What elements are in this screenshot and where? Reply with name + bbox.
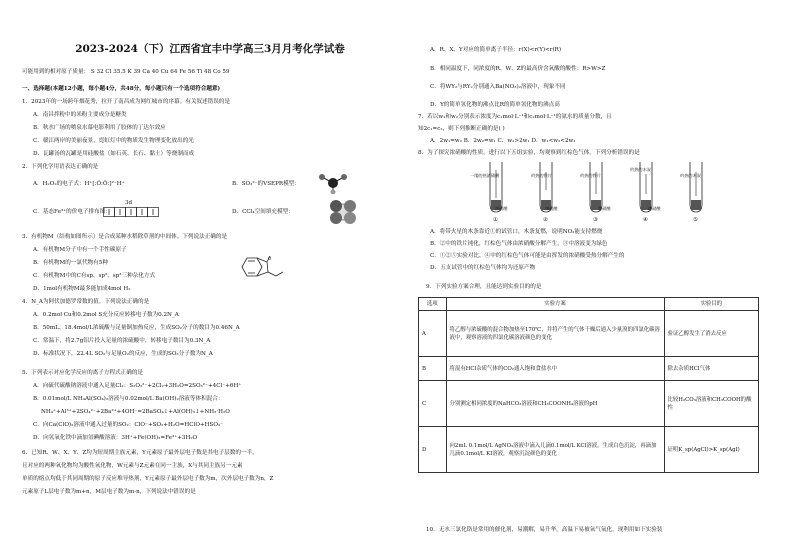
- q4-option-d: D．标准状况下，22.4L SO₂与足量O₂的反应，生成的SO₃分子数为N_A: [33, 351, 213, 357]
- q1-option-b: B．秋水广场的喷泉水幕电影利用了胶体的丁达尔效应: [33, 125, 166, 131]
- q2-option-b: B．SO₃²⁻的VSEPR模型：: [232, 181, 300, 187]
- orbital-diagram: [103, 207, 161, 217]
- molecule-structure-image: [238, 254, 288, 286]
- table-cell: 比较H₂CO₃溶液和CH₃COOH的酸性: [664, 381, 758, 427]
- tube-label-5: 浓硝酸: [545, 206, 558, 211]
- question-5: 5．下列表示对应化学反应的离子方程式正确的是: [22, 370, 144, 376]
- q7-options: A．2w₁=w₂ B．2w₂=w₁ C．w₂>2w₁ D．w₁<w₂<2w₁: [430, 138, 576, 144]
- tube-label-9: 浓硝酸: [648, 206, 661, 211]
- q8-option-d: D．五支试管中的红棕色气体均为还原产物: [430, 265, 536, 271]
- table-cell: C: [419, 381, 447, 427]
- table-header-row: [419, 298, 759, 311]
- question-6-line-2: 且对应的两种氧化物均为酸性氧化物，W元素与Z元素在同一主族，X与其同主族另一元素: [22, 463, 243, 469]
- q3-option-d: D．1mol有机物M最多能加成4mol H₂: [33, 286, 131, 292]
- table-header: 实验目的: [664, 298, 758, 311]
- q6-option-c: C．将WY₂与RY₂分别通入Ba(NO₃)₂溶液中，现象不同: [430, 84, 566, 90]
- tube-label-3: 浓硝酸: [495, 206, 508, 211]
- q2-option-d: D．CCl₄空间填充模型：: [232, 209, 294, 215]
- table-row: [419, 357, 759, 381]
- q5-option-b-equation: NH₄⁺+Al³⁺+2SO₄²⁻+2Ba²⁺+4OH⁻=2BaSO₄↓+Al(OH)₃↓+NH₃·H₂O: [41, 409, 230, 415]
- table-cell: 将混有HCl杂质气体的CO₂通入饱和食盐水中: [446, 357, 664, 381]
- q8-option-b: B．②中的铁片钝化，红棕色气体由浓硝酸分解产生，③中溶液变为绿色: [430, 241, 608, 247]
- test-tubes-image: [470, 160, 720, 224]
- tube-label-1: 一缕的热浓硝酸: [470, 173, 500, 178]
- question-4: 4．N_A为阿伏加德罗常数的值。下列说法正确的是: [22, 299, 150, 305]
- table-cell: A: [419, 311, 447, 357]
- question-7-line-2: 知2c₁=c₂，则下列推断正确的是( ): [418, 126, 505, 132]
- atomic-masses: 可能用到的相对原子质量： S 32 Cl 35.5 K 39 Ca 40 Cu 64 Fe 56 Ti 48 Co 59: [22, 69, 230, 75]
- ccl4-model-image: [330, 199, 356, 225]
- tube-number-4: ④: [643, 217, 649, 223]
- table-cell: 分别测定相同浓度的NaHCO₃溶液和CH₃COONH₄溶液的pH: [446, 381, 664, 427]
- experiment-table: [418, 297, 759, 473]
- q2-option-a: A．H₂O₂的电子式：H⁺[:Ö:Ö:]²⁻H⁺: [33, 181, 125, 187]
- table-cell: 证明K_sp(AgCl)>K_sp(AgI): [664, 427, 758, 473]
- orbital-label: 3d: [125, 200, 133, 206]
- q5-option-c: C．向Ca(ClO)₂溶液中通入过量的SO₂：ClO⁻+SO₂+H₂O=HClO+HSO₃⁻: [33, 422, 224, 428]
- table-cell: 验证乙醇发生了消去反应: [664, 311, 758, 357]
- tube-label-7: 浓硝酸: [598, 206, 611, 211]
- q5-option-a: A．向硫代硫酸钠溶液中通入足量Cl₂：S₂O₃²⁻+2Cl₂+3H₂O=2SO₃²⁻+4Cl⁻+6H⁺: [33, 383, 242, 389]
- table-header: 实验方案: [446, 298, 664, 311]
- table-cell: 向2mL 0.1mol/L AgNO₃溶液中滴入几滴0.1mol/L KCl溶液，生成白色沉淀，再滴加几滴0.1mol/L KI溶液，观察沉淀颜色的变化: [446, 427, 664, 473]
- tube-label-6: 灼热的木炭: [630, 167, 651, 172]
- question-7: 7．若以w₁和w₂分别表示浓度为c₁mol·L⁻¹和c₂mol·L⁻¹的氨水的质量分数，且: [418, 114, 612, 120]
- tube-number-5: ⑤: [693, 217, 699, 223]
- q4-option-a: A．0.2mol Cu和0.2mol S充分反应转移电子数为0.2N_A: [33, 312, 179, 318]
- table-row: [419, 381, 759, 427]
- q1-option-c: C．赣江两岸的美丽夜景，霓虹灯中的物质发生物理变化放出的光: [33, 138, 194, 144]
- q1-option-d: D．瓦罐汤的瓦罐是用硅酸盐（如石英、长石、黏土）等烧制而成: [33, 151, 195, 157]
- q2-option-c: C．基态Fe³⁺的价电子排布图：: [33, 209, 111, 215]
- q5-option-b: B．0.01mol/L NH₄Al(SO₄)₂溶液与0.02mol/L Ba(OH)₂溶液等体积混合：: [33, 396, 224, 402]
- tube-label-4: 灼热的铁片: [580, 173, 601, 178]
- table-row: [419, 427, 759, 473]
- table-cell: D: [419, 427, 447, 473]
- q3-option-b: B．有机物M的一氯代物有5种: [33, 260, 108, 266]
- tube-label-2: 灼热的铁片: [531, 173, 552, 178]
- q6-option-b: B．相同温度下，同浓度的R、W、Z的最高价含氧酸的酸性：R>W>Z: [430, 66, 606, 72]
- tube-number-1: ①: [493, 217, 499, 223]
- q1-option-a: A．南昌拌粉中的米粉主要成分是糖类: [33, 112, 127, 118]
- q5-option-d: D．向氢氧化铁中滴加氢碘酸溶液：3H⁺+Fe(OH)₃=Fe³⁺+3H₂O: [33, 435, 198, 441]
- question-3: 3．有机物M（结构如图所示）是合成某种水稻除草剂的中间体。下列说法正确的是: [22, 234, 228, 240]
- q4-option-c: C．常温下，将2.7g铝片投入足量的浓硫酸中，转移电子数目为0.3N_A: [33, 338, 211, 344]
- table-cell: 除去杂质HCl气体: [664, 357, 758, 381]
- section-heading: 一、选择题(本题12小题，每小题4分，共48分，每小题只有一个选项符合题意): [22, 86, 221, 92]
- svg-text:O: O: [268, 256, 272, 261]
- q6-option-d: D．Y的简单氢化物的沸点比R的简单氢化物的沸点高: [430, 102, 560, 108]
- table-cell: B: [419, 357, 447, 381]
- tube-number-2: ②: [543, 217, 549, 223]
- exam-title: 2023-2024（下）江西省宜丰中学高三3月月考化学试卷: [75, 43, 345, 55]
- table-header: 选项: [419, 298, 447, 311]
- question-9: 9．下列实验方案合理，且能达到实验目的的是: [426, 284, 542, 290]
- q8-option-a: A．将带火星的木条靠近①的试管口，木条复燃，说明NO₂能支持燃烧: [430, 229, 603, 235]
- table-row: [419, 311, 759, 357]
- question-8: 8．为了探究浓硝酸的性质，进行以下五组实验，均观察到红棕色气体。下列分析错误的是: [418, 150, 640, 156]
- q3-option-c: C．有机物M中的C有sp、sp²、sp³三种杂化方式: [33, 273, 156, 279]
- q3-option-a: A．有机物M分子中有一个手性碳原子: [33, 247, 127, 253]
- tube-label-8: 灼热的木炭: [680, 173, 701, 178]
- table-cell: 将乙醇与浓硫酸的混合物加热至170℃，并将产生的气体干燥后通入少量溴的四氯化碳溶液中，观察溶液的四氯化碳溶液颜色的变化: [446, 311, 664, 357]
- tube-number-3: ③: [593, 217, 599, 223]
- question-6-line-4: 元素原子L层电子数为m+n，M层电子数为m-n，下列说法中错误的是: [22, 489, 196, 495]
- question-1: 1．2023年的一场跨年烟花秀，拉开了南昌成为网红城市的序幕。有关叙述错误的是: [22, 99, 230, 105]
- vsepr-model-image: [318, 172, 348, 194]
- q6-option-a: A．R、X、Y对应的简单离子半径：r(X)<r(Y)<r(R): [430, 47, 562, 53]
- question-2: 2．下列化学用语表达正确的是: [22, 164, 99, 170]
- q4-option-b: B．50mL、18.4mol/L浓硫酸与足量铜加热反应，生成SO₂分子的数目为0.46N_A: [33, 325, 240, 331]
- q8-option-c: C．①②⑤实验对比，④中的红棕色气体可能是由挥发的浓硝酸受热分解产生的: [430, 253, 625, 259]
- question-6-line-3: 单质的熔点均低于其同周期的原子反应堆导热剂，Y元素原子最外层电子数为m，次外层电子数为n，Z: [22, 476, 274, 482]
- question-6: 6．已知R、W、X、Y、Z均为短周期主族元素，Y元素原子最外层电子数是其电子层数的一半，: [22, 450, 258, 456]
- question-10: 10．无水三氯化铬是常用的催化剂，易潮解，易升华，高温下易被氧气氧化。现利用如下实验装: [426, 527, 663, 533]
